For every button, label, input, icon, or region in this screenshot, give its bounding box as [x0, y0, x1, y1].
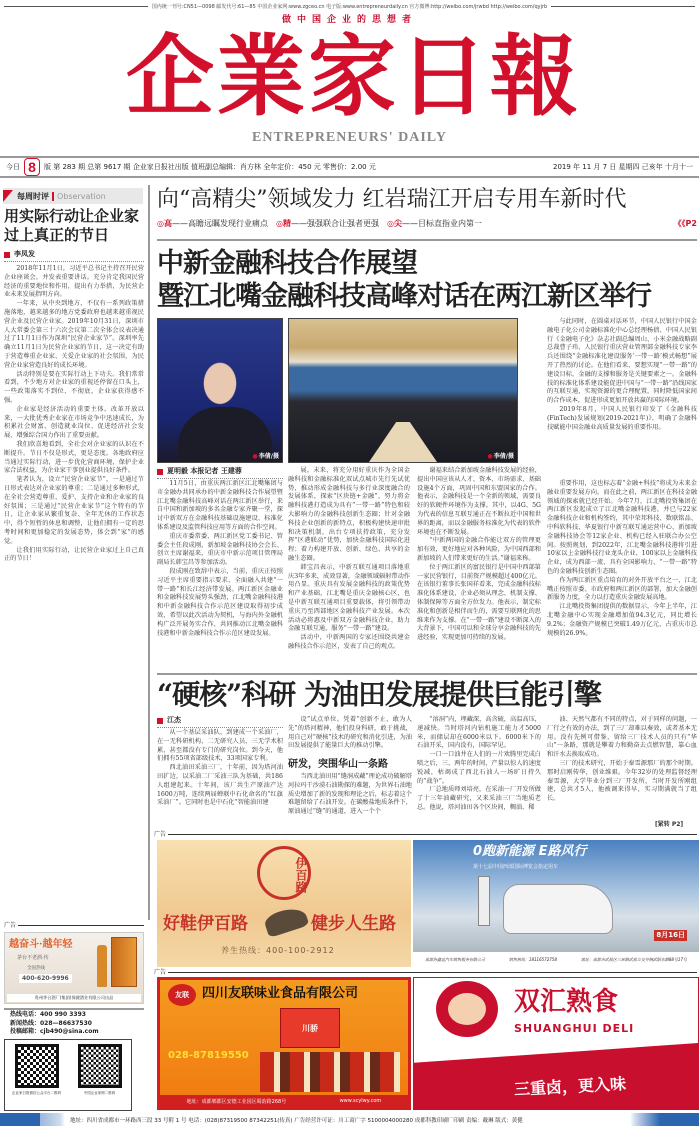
ad-phone: 销售热线：18116572758: [508, 956, 557, 962]
ad-hotline: 养生热线：400-100-2912: [221, 946, 335, 955]
headline-fintech-line1[interactable]: 中新金融科技合作展望: [157, 248, 417, 279]
ad-label: 广告: [4, 922, 144, 929]
subtitle-item: ◎尖——目标直指业内第一: [386, 219, 482, 228]
brand-name: 双汇熟食: [514, 987, 619, 1017]
issue-info-bar: [0, 156, 699, 178]
divider: [157, 673, 697, 675]
section-header: [3, 188, 143, 204]
continued-link[interactable]: [紧转 P2]: [655, 821, 684, 828]
ev-car-ad[interactable]: [413, 840, 699, 967]
youlian-ad[interactable]: [157, 977, 411, 1110]
speaker-photo: [157, 318, 283, 463]
masthead-logo: [120, 26, 580, 126]
forum-hall-photo: [288, 318, 518, 463]
article-column: 从一个基层采油队，到建成一个采油厂，在一无科研机构、二无研究人员、三无学术积累，甚至都没有专门的研究岗位。到今天，他们拥有55项省部级技术，33项国家专利。 西北油田采油三厂，十年前，因为塔河油田扩边，以采油二厂采油三队为基础，共186人组建起来。十年间，该厂共生产原油产达1600万吨，连续两届蝉联中石化命名的“红旗采油厂”。它同时也是中石化“智能油田建: [157, 729, 283, 807]
ad-slogan: 好鞋伊百路: [163, 914, 248, 934]
ad-label: 广告: [154, 831, 697, 838]
youlian-logo: 友联: [168, 984, 196, 1006]
ad-label: 广告: [154, 969, 697, 976]
divider: [157, 239, 697, 241]
headline-oilfield[interactable]: “硬核”科研 为油田发展提供巨能引擎: [157, 678, 601, 711]
qr-icon: [78, 1044, 122, 1088]
headline-subtitles: [157, 218, 697, 230]
submission-email[interactable]: 投稿邮箱：cjb490@sina.com: [10, 1028, 99, 1035]
article-column: 展。未来，将充分用好重庆作为全国金融科技和金融标准化双试点城市先行先试优势，推动形成金融科技与多行业深度融合的发展体系，探索“区块链+金融”，努力将金融科技港打造成为具有“一带一路”特色和较大影响力的金融科技创新生态圈；针对金融科技企业创新的新特点，积极构建快速审批和决策机制，出台专项扶持政策，充分发挥“区港联动”优势，加快金融科技国际化进程；着力构建开放、创新、绿色、共享的金融生态圈。 韩宝昌表示，中新互联互通项目落地重庆3年多来，成效显著，金融领域辐射带动作用凸显。重庆具有发展金融科技的政策优势和产业基础，江北嘴是重庆金融核心区，也是中新互联互通项目重要载体，将引领带动重庆乃至西部地区金融科技产业发展。本次活动必将惠及中新双方金融科技企业，助力金融互联互通，服务“一带一路”建设。 活动中，中新两国的专家还围绕共建金融科技合作示范区，发表了自己的观点。: [288, 467, 410, 650]
footer: [0, 1113, 699, 1126]
commentary-body: 2018年11月1日，习近平总书记主持召开民营企业座谈会，并发表重要讲话。充分肯定我国民营经济的重要地位和作用，提出有力举措，为民营企业未来发展指明方向。 一年来，从中央到地方，不仅有一系列政策措施落地，越来越多的地方党委政府也越来越重视民营企业及民营企业家。2019年10月31日，深圳市人大常委会第三十六次会议第二次全体会议表决通过了11月1日作为深圳“民营企业家节”。深圳率先确立11月1日为民营企业家的节日，这一决定有助于营造尊重企业家、关爱企业家的社会氛围，为民营企业家营造良好的成长环境。 活动特别是要在实际行动上下功夫。我们常常看到，不少地方对企业家的重视还停留在口头上，一些政策落实不到位、不彻底，企业家获得感不强。 企业家是经济活动的重要主体。改革开放以来，一大批优秀企业家在市场竞争中迅速成长，为积累社会财富、创造就业岗位、促进经济社会发展、增强综合国力作出了重要贡献。 我们欣喜地看到，全社会对企业家的认识在不断提升。节日不仅是形式，更是态度。各地政府应当通过实际行动，进一步优化营商环境，保护企业家合法权益，为企业家干事创业提供良好条件。 笔者认为，设立“民营企业家节”，一是通过节日形式表达对企业家的尊重；二是通过多种形式，在全社会营造尊重、爱护、支持企业和企业家的良好氛围；三是通过“民营企业家节”这个特有的节日，让企业家从繁重复杂、全年无休的工作状态中，得个短暂的休息和调整，让他们拥有一定的思考时间和更加稳定的发展态势，体会到“家”的感觉。 让我们用实际行动，让民营企业家过上自己真正的节日！: [4, 265, 144, 563]
ad-company: 贵州茅台酒厂(集团)保健酒业有限公司出品: [7, 994, 141, 1002]
qr-label: 企业家日报微信公众平台二维码: [12, 1091, 61, 1095]
masthead-char: 報: [489, 24, 574, 128]
photo-credit: ● 李倩/摄: [253, 451, 279, 460]
ad-slogan: 越奋斗·越年轻: [9, 939, 73, 950]
ad-phone: 028-87819550: [168, 1050, 249, 1061]
qr-codes: [4, 1039, 132, 1111]
pig-logo-icon: [436, 981, 498, 1037]
article-column: 重要作用，这也标志着“金融+科技”将成为未来金融业重要发展方向。而在此之前，两江新区在科技金融领域的探索就已经开始。今年7月，江北嘴投资集团在两江新区发起成立了江北嘴金融科技港，并已与22家金融科技企业和机构签约，其中荣邦科技、数联铭品、中科软科技、华夏银行中新互联互通运营中心、新加坡金融科技协会等12家企业、机构已经入驻联合办公空间。按照规划，到2022年，江北嘴金融科技港将引进10家以上金融科技行业龙头企业、100家以上金融科技企业，成为西部一流、具有全国影响力、“一带一路”特色的金融科技创新生态圈。 作为两江新区重点培育的对外开放平台之一，江北嘴正按照市委、市政府和两江新区的部署，加大金融创新服务力度，全力以打造重庆金融发展高地。 江北嘴投资集团提供的数据显示，今年上半年，江北嘴金融中心实现金融增加值94.3亿元，同比增长9.2%；金融资产规模已突破1.49万亿元，占重庆市总规模的26.9%。: [547, 480, 697, 637]
qr-code-web[interactable]: [74, 1044, 126, 1110]
section-marker-icon: [3, 190, 13, 202]
ad-website[interactable]: www.scylwy.com: [339, 1098, 382, 1104]
ad-slogan: 三重卤，更入味: [513, 1074, 627, 1099]
top-info-line: [0, 1, 699, 11]
commentary-title[interactable]: 用实际行动让企业家过上真正的节日: [4, 207, 140, 244]
masthead-char: 業: [216, 24, 301, 128]
liquor-ad[interactable]: [4, 932, 144, 1004]
footer-info: 地址：四川省成都市一环路西三段 33 号附 1 号 电话：(028)87319500 87342251(传真) 广告经营许可证：川工商广字 5100004000280 成都科教印刷厂印刷 责编：戴琳 版式：黄健: [70, 1117, 523, 1124]
ad-address: 地址：成都市武侯区三环路武侯立交外侧武阳东路88号17号: [580, 956, 688, 962]
hotline: 热线电话：400 990 3393: [10, 1011, 86, 1018]
masthead-english: ENTREPRENEURS' DAILY: [252, 130, 447, 145]
article-byline: 江杰: [157, 716, 283, 728]
qr-label: 中国企业家网二维码: [83, 1091, 116, 1095]
issue-details: 版 第 283 期 总第 9617 期 企业家日报社出版 值班副总编辑：肖方林 全年定价：450 元 零售价：2.00 元: [44, 163, 376, 171]
liquor-bottle-image: [97, 945, 107, 987]
headline-truck[interactable]: 向“高精尖”领域发力 红岩瑞江开启专用车新时代: [157, 187, 627, 212]
article-subhead: 研发，突围华山一条路: [288, 759, 388, 770]
article-column: 当西北油田用“缝洞成藏”理论成功破解塔河拉玛干沙漠石油勘探的难题，为世界石油地质史增加了新的发现和理论之后，标志着这个难题留给了石油开发。在碳酸盐地质条件下，原油通过“缝”的通道，进入一个个: [288, 773, 412, 816]
masthead-char: 企: [126, 24, 211, 128]
shuanghui-ad[interactable]: [413, 977, 699, 1110]
ad-hotline-label: 全国热线: [27, 966, 45, 971]
brand-seal: 伊百路: [257, 846, 311, 900]
photo-credit: ● 李倩/摄: [488, 451, 514, 460]
article-byline: 夏明毅 本报记者 王建蓉: [157, 467, 283, 479]
ad-title: 0跑新能源 E路风行: [473, 844, 587, 859]
shoe-image: [263, 904, 310, 938]
ad-date-badge: 8月16日: [656, 931, 685, 939]
brand-name-en: SHUANGHUI DELI: [514, 1022, 635, 1035]
subtitle-item: ◎高——高瞻远瞩发现行业痛点: [157, 219, 268, 228]
contact-info: [4, 1008, 144, 1037]
ad-address: 地址：成都郫都区安德工业园区蜀韵路268号: [186, 1098, 287, 1105]
today-label: 今日: [6, 163, 20, 171]
article-column: 设”试点单位。凭着“创新不止，敢为人先”的塔河精神，他们投身科研，敢于挑战，用自己对“硬核”技术的研究和消化引进，为油田发展提供了能量巨大的推动引擎。: [288, 716, 412, 750]
article-column: 谢福来结合新加坡金融科技发展的经验，提出中国应该从人才、资本、市场需求、基础设施4个方面，巩固中国和东盟国家的合作。他表示，金融科技是一个全新的领域，需要良好的软硬件环境作为支撑。其中，以4G、5G为代表的信息互联互通正在不断拉近中国和世界的距离，而以金融服务标准化为代表的软件环境也在不断发展。 “中新两国的金融合作能让双方的管理更加有效，更好地应对各种风险，为中国西部和新加坡的人们带来更好的生活。”谢福来称。 位于两江新区的富民银行是中国中西部第一家民营银行，目前资产规模超过400亿元。在该银行董事长张国祥看来，完成金融科技标准化体系建设，企业必须从理念、机制支撑、体制保障等方面全方位发力。他表示，制定标准化和创新是相伴而生的，需要互联网化的思维来作为支撑。在“一带一路”建设不断深入的大背景下，中国可以和全球分享金融科技的先进经验，实现更加可持续的发展。: [417, 467, 541, 642]
slogan: 做中国企业的思想者: [281, 15, 417, 25]
article-column: 11月5日，由重庆两江新区江北嘴集团与市金融办共同承办的中新金融科技合作展望暨江北嘴金融科技高峰对话在两江新区举行，来自中国和新加坡的多名金融专家齐聚一堂，探讨中新双方在金融科技基础设施建设、标准化体系建设及监管科技应用等方面的合作空间。 重庆市委常委、两江新区党工委书记、管委会主任段成刚，新加坡金融科技协会会长、创立主席谢福来，重庆市中新示范项目管理局副局长韩宝昌等参加活动。 段成刚在致辞中表示，当前，重庆正按照习近平主席重要指示要求，全面融入共建“一带一路”和长江经济带发展。两江新区金融业和金融科技发展势头强劲，江北嘴金融科技港和中新金融科技合作示范区建设取得初步成效，希望以此次活动为契机，与海内外金融机构广泛开展务实合作，共同推动江北嘴金融科技港和中新金融科技合作示范区建设发展。: [157, 480, 283, 637]
carpet-aisle: [369, 422, 437, 462]
ad-company: 四川友联味业食品有限公司: [202, 986, 359, 1001]
ad-slogan: 健步人生路: [311, 914, 396, 934]
qr-code-wechat[interactable]: [11, 1044, 63, 1110]
ad-sub: 第十七届中国西部国际博览会指定用车: [473, 864, 559, 870]
qr-icon: [15, 1044, 59, 1088]
ad-sub: 茅台不老酒·传: [17, 955, 49, 961]
liquor-box-image: [111, 937, 137, 987]
shoe-ad[interactable]: [157, 840, 411, 967]
section-label: 每周时评: [17, 191, 49, 201]
article-right-column: 与此同时，在圆桌对话环节，中国人民银行中国金融电子化公司金融标准化中心总经理杨倩、中国人民银行《金融电子化》杂志社副总编周山、小米金融战略副总裁曹子玮、人民银行重庆营业管理部金融科技专家李兵还围绕“金融标准化建设服务‘一带一路’模式畅想”展开了热烈的讨论。在他们看来，要想实现“一带一路”的建设目标，金融的支撑和服务是关键要素之一。金融科技的标准化体系建设能促进中国与“一带一路”沿线国家的互联互通，实现资源的更合理配置，同时降低国家间的合作成本，促进形成更加开放共赢的国际环境。 2019年8月，中国人民银行印发了《金融科技(FinTech)发展规划(2019-2021年)》，明确了金融科技赋能中国金融业高质量发展的重要作用。: [547, 318, 697, 431]
page-ref-link[interactable]: 《《P2: [673, 219, 697, 228]
section-label-en: Observation: [52, 192, 106, 201]
commentary-author: 李凤发: [4, 250, 144, 262]
publication-info: 国内统一刊号:CN51—0098 邮发代号:61—85 中国企业家网:www.zgceo.cn 电子版:www.entrepreneurdaily.cn 官方微博:http://weibo.com/jrwbd http://weibo.com/qyjrb: [151, 3, 548, 10]
article-column: 油、天然气都有不同的特点，对于同样的问题，一厂行之有效的办法，到了三厂却难以奏效，或者基本无用。没有先例可借鉴，留给三厂技术人员的只有“华山”一条路，那就是攀着力和勤奋去点燃智慧，靠心血和汗水去换取成功。 三厂的技术研究，开始于秦雪源那厂的那个时期。那时启刚传华，创业维艰。今年32岁的处理监督经理秦雪源，大学毕业分到三厂开发所，当时开发所刚组建，总共才5人，他被调来得早，实习期满就当了组长。: [547, 716, 697, 803]
subtitle-item: ◎精——强强联合让强者更强: [275, 219, 379, 228]
van-image: [503, 884, 613, 934]
column-divider: [148, 185, 150, 920]
issue-date: 2019 年 11 月 7 日 星期四 己亥年 十月十一: [553, 163, 693, 171]
masthead-char: 日: [398, 24, 483, 128]
article-column: “溶洞”内，埋藏深，高含硫，高温高压，递减快。当时塔河内钻机施工能力才5000米，而储层却在6000米以下。6000米下的石油开采，国内没有，国际罕见。 一口一口油井在人们的一片欢腾里完成白喷之后，三、两年的时间，产量以惊人的速度锐减，枯竭成了西北石油人一场旷日持久的“战争”。 厂总地质师刘培亮，在采油一厂开发所做了十三年油藏研究，又来采油三厂当地质老总。他说，塔河油田各个区块间，稠油、稀: [417, 716, 541, 811]
ad-hotline: 400-620-9996: [19, 974, 72, 983]
product-box-image: 川骄: [280, 1008, 340, 1048]
masthead-char: 家: [307, 24, 392, 128]
news-hotline: 新闻热线：028—86637530: [10, 1019, 92, 1027]
headline-fintech-line2[interactable]: 暨江北嘴金融科技高峰对话在两江新区举行: [157, 281, 651, 312]
charger-image: [478, 876, 490, 926]
page-count-badge: 8: [24, 158, 40, 176]
products-image: [260, 1052, 400, 1092]
ad-company: 成都海鑫达汽车销售服务有限公司: [424, 956, 485, 962]
